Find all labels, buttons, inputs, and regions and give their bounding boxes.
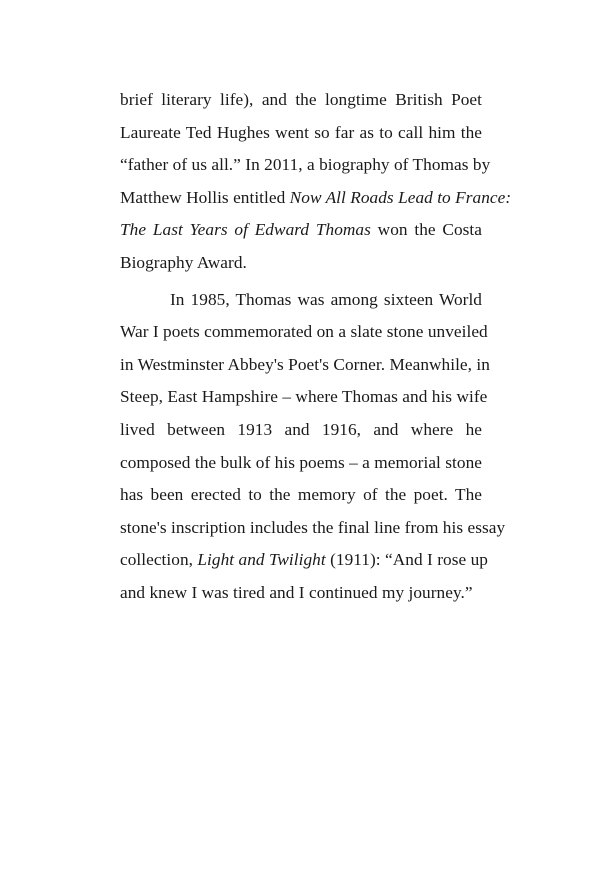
line-text: collection, (120, 550, 198, 570)
line-text: Matthew Hollis entitled (120, 187, 290, 207)
line-text: (1911): “And I rose up (325, 550, 488, 570)
italic-title-text: Now All Roads Lead to France: (289, 187, 512, 207)
paragraph (120, 84, 512, 280)
text-line (120, 182, 512, 215)
text-line (120, 84, 482, 117)
line-text: brief literary life), and the longtime British Poet (120, 90, 482, 109)
line-text: has been erected to the memory of the poet. The (120, 485, 482, 505)
line-text: won the Costa (370, 220, 482, 240)
text-line (120, 117, 482, 150)
text-line (120, 544, 488, 577)
text-line (120, 577, 482, 610)
text-line (120, 381, 488, 414)
italic-title-text: Light and Twilight (197, 550, 326, 570)
paragraph (120, 284, 506, 610)
line-text: Biography Award. (120, 252, 247, 272)
body-text (120, 84, 512, 610)
line-text: Steep, East Hampshire – where Thomas and his wife (120, 387, 488, 407)
line-text: in Westminster Abbey's Poet's Corner. Meanwhile, in (120, 354, 490, 374)
line-text: In 1985, Thomas was among sixteen World (170, 289, 482, 309)
text-line (120, 149, 491, 182)
text-line (120, 479, 482, 512)
text-line (120, 316, 488, 349)
line-text: and knew I was tired and I continued my journey.” (120, 582, 473, 602)
line-text: “father of us all.” In 2011, a biography of Thomas by (120, 155, 491, 175)
line-text: stone's inscription includes the final line from his essay (120, 517, 506, 537)
line-text: lived between 1913 and 1916, and where he (120, 419, 482, 439)
line-text: Laureate Ted Hughes went so far as to call him the (120, 122, 482, 142)
text-line (120, 414, 482, 447)
italic-title-text: The Last Years of Edward Thomas (120, 220, 371, 240)
text-line (120, 284, 482, 317)
text-line (120, 447, 482, 480)
text-line (120, 349, 490, 382)
line-text: composed the bulk of his poems – a memorial stone (120, 452, 482, 472)
line-text: War I poets commemorated on a slate stone unveiled (120, 322, 488, 342)
text-line (120, 247, 482, 280)
text-line (120, 512, 506, 545)
text-line (120, 214, 482, 247)
